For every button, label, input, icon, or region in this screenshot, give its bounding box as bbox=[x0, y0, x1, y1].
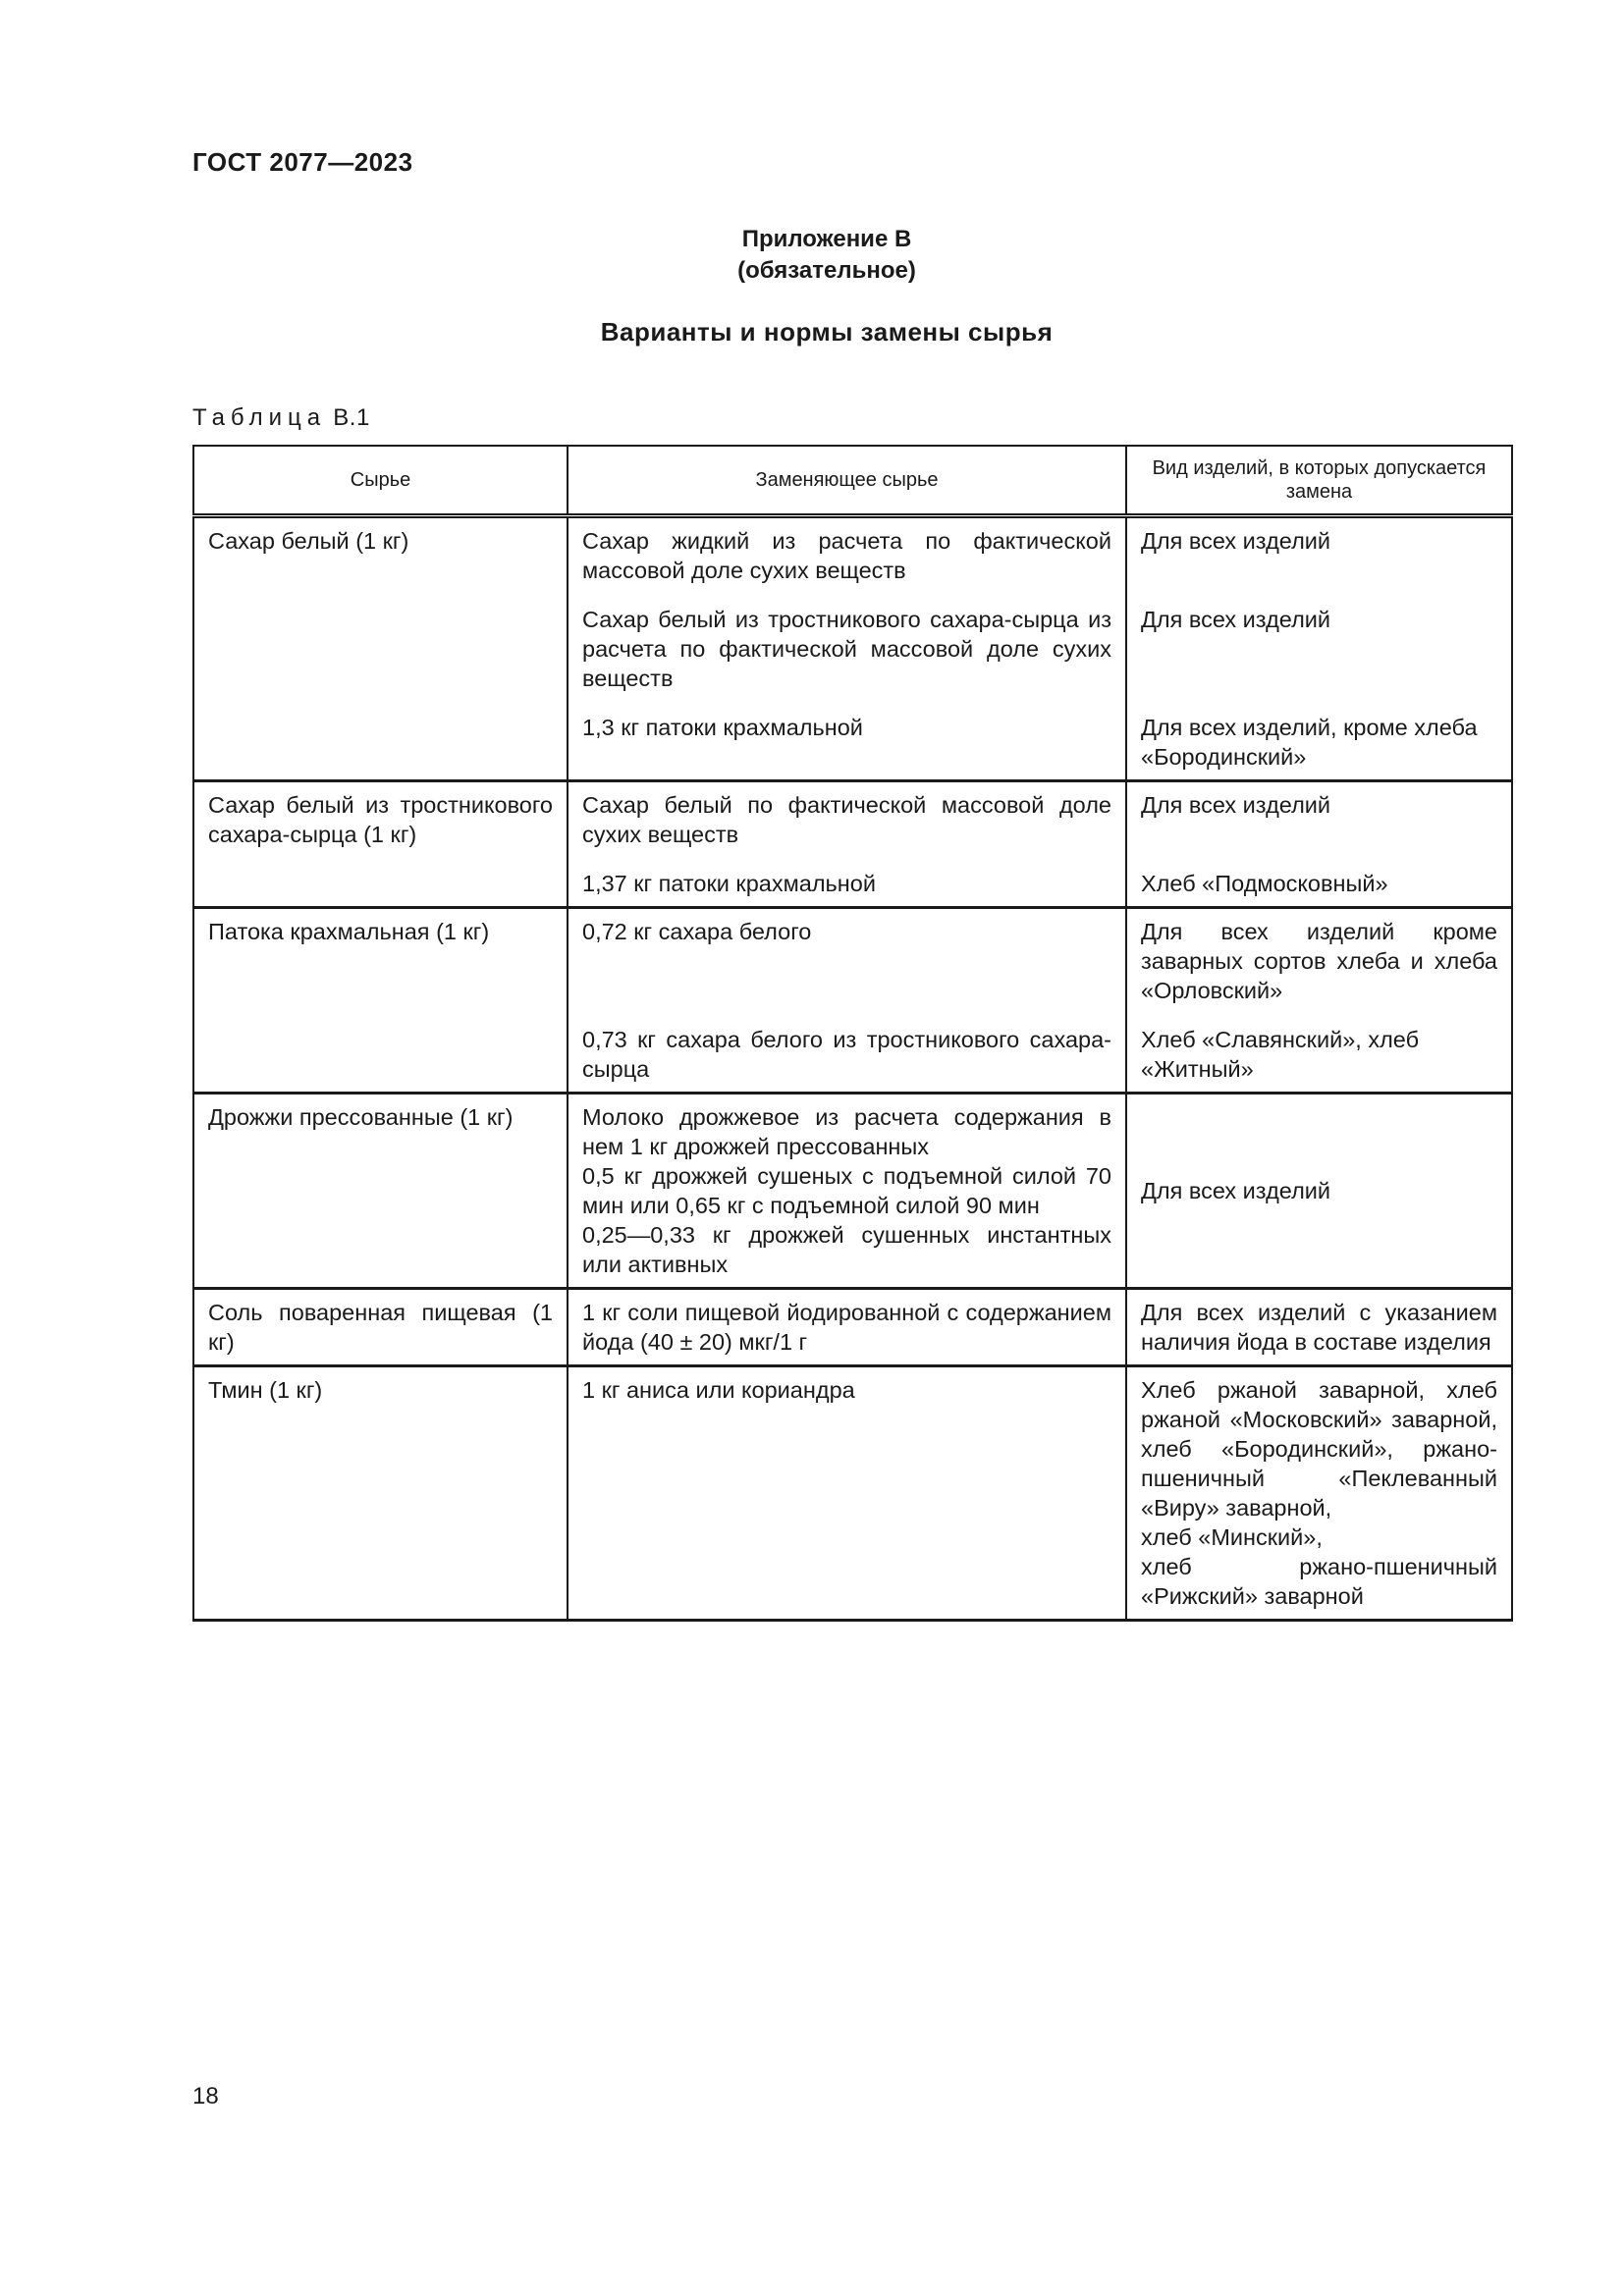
products-cell: Для всех изделий с указанием наличия йода в составе изделия bbox=[1126, 1289, 1512, 1366]
replacement-line: 0,25—0,33 кг дрожжей сушенных инстантных или активных bbox=[582, 1222, 1111, 1277]
raw-material-cell: Сахар белый (1 кг) bbox=[193, 516, 568, 781]
table-caption-word: Таблица bbox=[192, 404, 327, 431]
replacement-cell: 0,72 кг сахара белого bbox=[568, 908, 1126, 1006]
raw-material-cell: Патока крахмальная (1 кг) bbox=[193, 908, 568, 1094]
replacement-cell bbox=[568, 1094, 1126, 1289]
products-cell: Для всех изделий bbox=[1126, 781, 1512, 850]
products-line: хлеб ржано-пшеничный «Рижский» заварной bbox=[1141, 1554, 1497, 1609]
replacement-line: Молоко дрожжевое из расчета содержания в нем 1 кг дрожжей прессованных bbox=[582, 1104, 1111, 1159]
raw-material-cell: Сахар белый из тростникового сахара-сырца (1 кг) bbox=[193, 781, 568, 908]
table-row bbox=[193, 516, 1512, 586]
raw-material-cell: Дрожжи прессованные (1 кг) bbox=[193, 1094, 568, 1289]
replacement-cell: 1,37 кг патоки крахмальной bbox=[568, 849, 1126, 908]
document-code: ГОСТ 2077—2023 bbox=[192, 147, 413, 177]
replacement-cell: Сахар белый по фактической массовой доле сухих веществ bbox=[568, 781, 1126, 850]
products-cell: Для всех изделий, кроме хлеба «Бородинский» bbox=[1126, 693, 1512, 781]
header-raw-material: Сырье bbox=[193, 446, 568, 516]
products-line: хлеб «Минский», bbox=[1141, 1524, 1323, 1550]
replacement-cell: 1 кг соли пищевой йодированной с содержанием йода (40 ± 20) мкг/1 г bbox=[568, 1289, 1126, 1366]
replacement-cell: 1,3 кг патоки крахмальной bbox=[568, 693, 1126, 781]
appendix-status: (обязательное) bbox=[737, 257, 916, 284]
replacement-cell: 0,73 кг сахара белого из тростникового сахара-сырца bbox=[568, 1005, 1126, 1094]
replacement-cell: Сахар белый из тростникового сахара-сырца из расчета по фактической массовой доле сухих веществ bbox=[568, 585, 1126, 693]
replacement-cell: 1 кг аниса или кориандра bbox=[568, 1366, 1126, 1621]
raw-material-cell: Тмин (1 кг) bbox=[193, 1366, 568, 1621]
section-title: Варианты и нормы замены сырья bbox=[600, 317, 1054, 347]
products-cell: Хлеб «Славянский», хлеб «Житный» bbox=[1126, 1005, 1512, 1094]
products-cell: Для всех изделий bbox=[1126, 585, 1512, 693]
replacement-line: 0,5 кг дрожжей сушеных с подъемной силой 70 мин или 0,65 кг с подъемной силой 90 мин bbox=[582, 1163, 1111, 1218]
header-product-type: Вид изделий, в которых допускается замена bbox=[1126, 446, 1512, 516]
products-cell: Для всех изделий bbox=[1126, 516, 1512, 586]
table-row bbox=[193, 1094, 1512, 1289]
table-caption-number: В.1 bbox=[333, 404, 370, 431]
products-line: Хлеб ржаной заварной, хлеб ржаной «Московский» заварной, хлеб «Бородинский», ржано-пшеничный «Пеклеванный «Виру» заварной, bbox=[1141, 1377, 1497, 1521]
table-caption bbox=[192, 404, 370, 432]
substitution-table bbox=[192, 445, 1513, 1622]
table-header-row bbox=[193, 446, 1512, 516]
raw-material-cell: Соль поваренная пищевая (1 кг) bbox=[193, 1289, 568, 1366]
table-row bbox=[193, 908, 1512, 1006]
appendix-heading bbox=[0, 224, 1624, 287]
products-cell: Для всех изделий bbox=[1126, 1094, 1512, 1289]
products-cell bbox=[1126, 1366, 1512, 1621]
table-row bbox=[193, 1366, 1512, 1621]
header-replacement: Заменяющее сырье bbox=[568, 446, 1126, 516]
page-number: 18 bbox=[192, 2083, 219, 2109]
table-row bbox=[193, 781, 1512, 850]
replacement-cell: Сахар жидкий из расчета по фактической массовой доле сухих веществ bbox=[568, 516, 1126, 586]
products-cell: Для всех изделий кроме заварных сортов хлеба и хлеба «Орловский» bbox=[1126, 908, 1512, 1006]
appendix-title: Приложение В bbox=[741, 226, 912, 252]
products-cell: Хлеб «Подмосковный» bbox=[1126, 849, 1512, 908]
table-row bbox=[193, 1289, 1512, 1366]
